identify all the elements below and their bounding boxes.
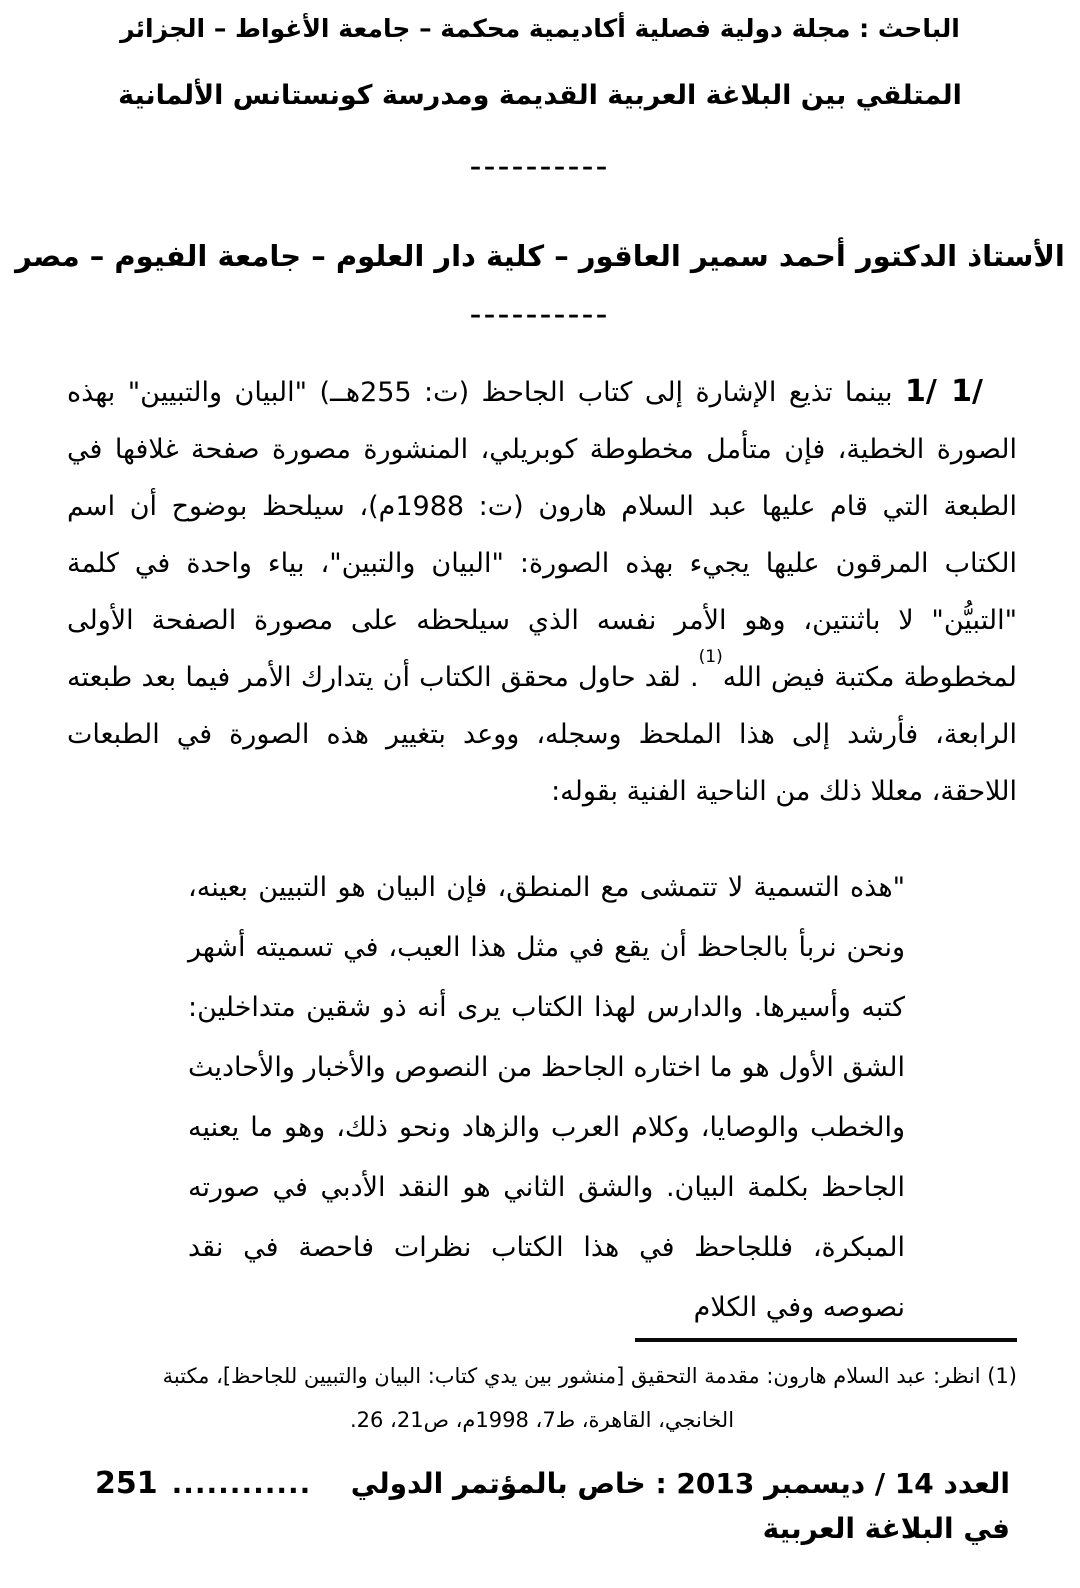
- block-quote: "هذه التسمية لا تتمشى مع المنطق، فإن البيان هو التبيين بعينه، ونحن نربأ بالجاحظ أن يقع في مثل هذا العيب، في تسميته أشهر كتبه وأسيرها. والدارس لهذا الكتاب يرى أنه ذو شقين متداخلين: الشق الأول هو ما اختاره الجاحظ من النصوص والأخبار والأحاديث والخطب والوصايا، وكلام العرب والزهاد ونحو ذلك، وهو ما يعنيه الجاحظ بكلمة البيان. والشق الثاني هو النقد الأدبي في صورته المبكرة، فللجاحظ في هذا الكتاب نظرات فاحصة في نقد نصوصه وفي الكلام: [188, 872, 905, 1324]
- section-number: 1/ 1/: [905, 374, 983, 410]
- journal-header-line: الباحث : مجلة دولية فصلية أكاديمية محكمة – جامعة الأغواط – الجزائر: [120, 14, 960, 43]
- footnote-reference: (1): [698, 647, 723, 668]
- lead-text-before-ref: بينما تذيع الإشارة إلى كتاب الجاحظ (ت: 255هــ) "البيان والتبيين" بهذه الصورة الخطية، فإن متأمل مخطوطة كوبريلي، المنشورة مصورة صفحة غلافها في الطبعة التي قام عليها عبد السلام هارون (ت: 1988م)، سيلحظ بوضوح أن اسم الكتاب المرقون عليها يجيء بهذه الصورة: "البيان والتبين"، بياء واحدة في كلمة "التبيُّن" لا باثنتين، وهو الأمر نفسه الذي سيلحظه على مصورة الصفحة الأولى لمخطوطة مكتبة فيض الله: [67, 377, 1018, 694]
- lead-text-after-ref: . لقد حاول محقق الكتاب أن يتدارك الأمر فيما بعد طبعته الرابعة، فأرشد إلى هذا الملحظ وسجله، ووعد بتغيير هذه الصورة في الطبعات اللاحقة، معللا ذلك من الناحية الفنية بقوله:: [67, 662, 1017, 808]
- footnote-text-line2: الخانجي، القاهرة، ط7، 1998م، ص21، 26.: [349, 1408, 735, 1433]
- page-number: 251: [95, 1466, 158, 1502]
- author-line: الأستاذ الدكتور أحمد سمير العاقور – كلية دار العلوم – جامعة الفيوم – مصر: [15, 238, 1065, 273]
- dash-divider-top: ––––––––––: [470, 154, 610, 180]
- article-title: المتلقي بين البلاغة العربية القديمة ومدرسة كونستانس الألمانية: [118, 79, 962, 111]
- footer-dot-leader: ............: [171, 1467, 312, 1501]
- footnote-section: [67, 1338, 1017, 1442]
- page-footer: [95, 1460, 1010, 1552]
- lead-paragraph: [67, 363, 1017, 820]
- footer-issue-text: العدد 14 / ديسمبر 2013 : خاص بالمؤتمر الدولي في البلاغة العربية: [350, 1467, 1010, 1545]
- dash-divider-bottom: ––––––––––: [470, 303, 610, 329]
- footnote-text-line1: (1) انظر: عبد السلام هارون: مقدمة التحقيق [منشور بين يدي كتاب: البيان والتبيين للجاحظ]، مكتبة: [162, 1364, 1017, 1389]
- footnote-separator: [635, 1338, 1017, 1342]
